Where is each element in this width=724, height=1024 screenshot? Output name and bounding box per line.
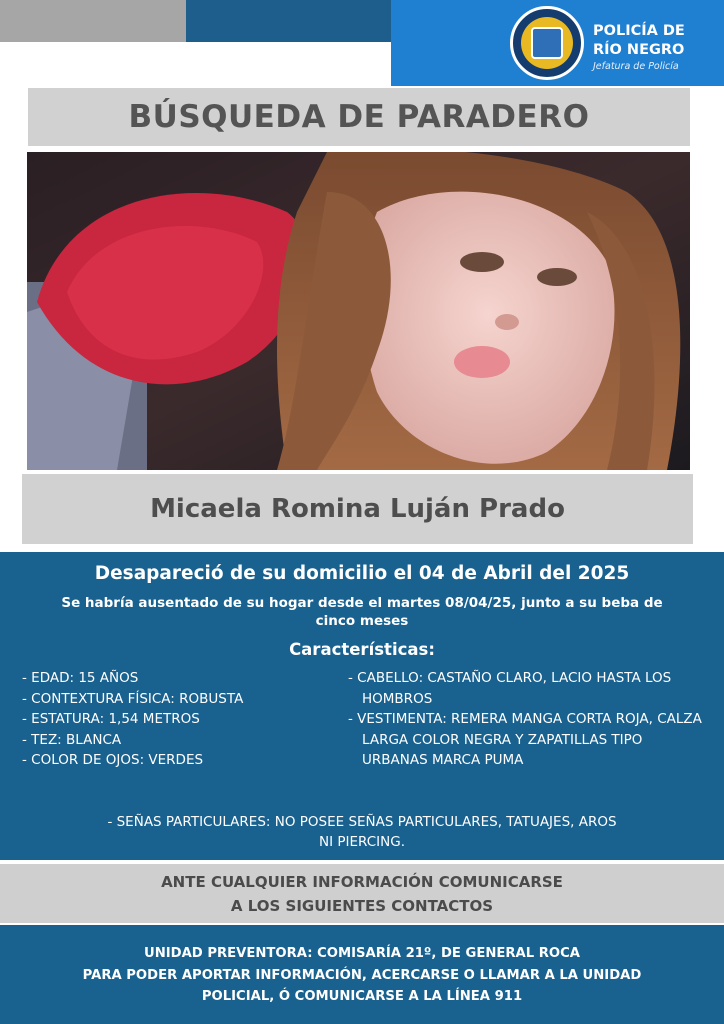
name-band	[22, 474, 693, 544]
list-item: - VESTIMENTA: REMERA MANGA CORTA ROJA, CALZA LARGA COLOR NEGRA Y ZAPATILLAS TIPO URBANAS MARCA PUMA	[348, 711, 702, 768]
contact-line3: POLICIAL, Ó COMUNICARSE A LA LÍNEA 911	[201, 989, 523, 1004]
particular-signs-line1: - SEÑAS PARTICULARES: NO POSEE SEÑAS PARTICULARES, TATUAJES, AROS	[107, 814, 617, 830]
particular-signs	[20, 812, 704, 852]
title-band	[28, 88, 690, 146]
brand-title-line2: RÍO NEGRO	[593, 42, 685, 58]
brand-title-line1: POLICÍA DE	[593, 23, 685, 39]
contact-text	[16, 943, 708, 1008]
list-item: - COLOR DE OJOS: VERDES	[22, 752, 204, 768]
disappearance-title: Desapareció de su domicilio el 04 de Abril del 2025	[94, 563, 630, 584]
contact-line1: UNIDAD PREVENTORA: COMISARÍA 21º, DE GENERAL ROCA	[144, 946, 580, 961]
poster-title: BÚSQUEDA DE PARADERO	[128, 99, 590, 135]
contact-line2: PARA PODER APORTAR INFORMACIÓN, ACERCARSE O LLAMAR A LA UNIDAD	[82, 967, 642, 983]
disappearance-subtitle-line2: cinco meses	[315, 613, 409, 629]
list-item: - TEZ: BLANCA	[22, 731, 122, 748]
header-gray-block	[0, 0, 186, 42]
missing-person-photo	[27, 152, 690, 470]
disappearance-subtitle-line1: Se habría ausentado de su hogar desde el martes 08/04/25, junto a su beba de	[61, 595, 663, 611]
characteristics-list-right	[348, 668, 708, 771]
list-item: - EDAD: 15 AÑOS	[22, 670, 139, 686]
info-line2: A LOS SIGUIENTES CONTACTOS	[230, 896, 494, 915]
list-item: - CABELLO: CASTAÑO CLARO, LACIO HASTA LOS HOMBROS	[348, 670, 672, 707]
brand-subtitle: Jefatura de Policía	[593, 61, 679, 72]
disappearance-subtitle	[30, 594, 694, 630]
list-item: - CONTEXTURA FÍSICA: ROBUSTA	[22, 690, 244, 707]
characteristics-heading: Características:	[289, 640, 435, 659]
police-seal-icon	[510, 6, 584, 80]
list-item: - ESTATURA: 1,54 METROS	[22, 711, 200, 727]
info-line1: ANTE CUALQUIER INFORMACIÓN COMUNICARSE	[161, 872, 563, 891]
header-blue-block	[186, 0, 391, 42]
particular-signs-line2: NI PIERCING.	[319, 834, 405, 850]
missing-person-name: Micaela Romina Luján Prado	[150, 494, 565, 524]
header-white-block	[0, 42, 391, 84]
info-band	[0, 864, 724, 923]
characteristics-list-left	[22, 668, 342, 771]
